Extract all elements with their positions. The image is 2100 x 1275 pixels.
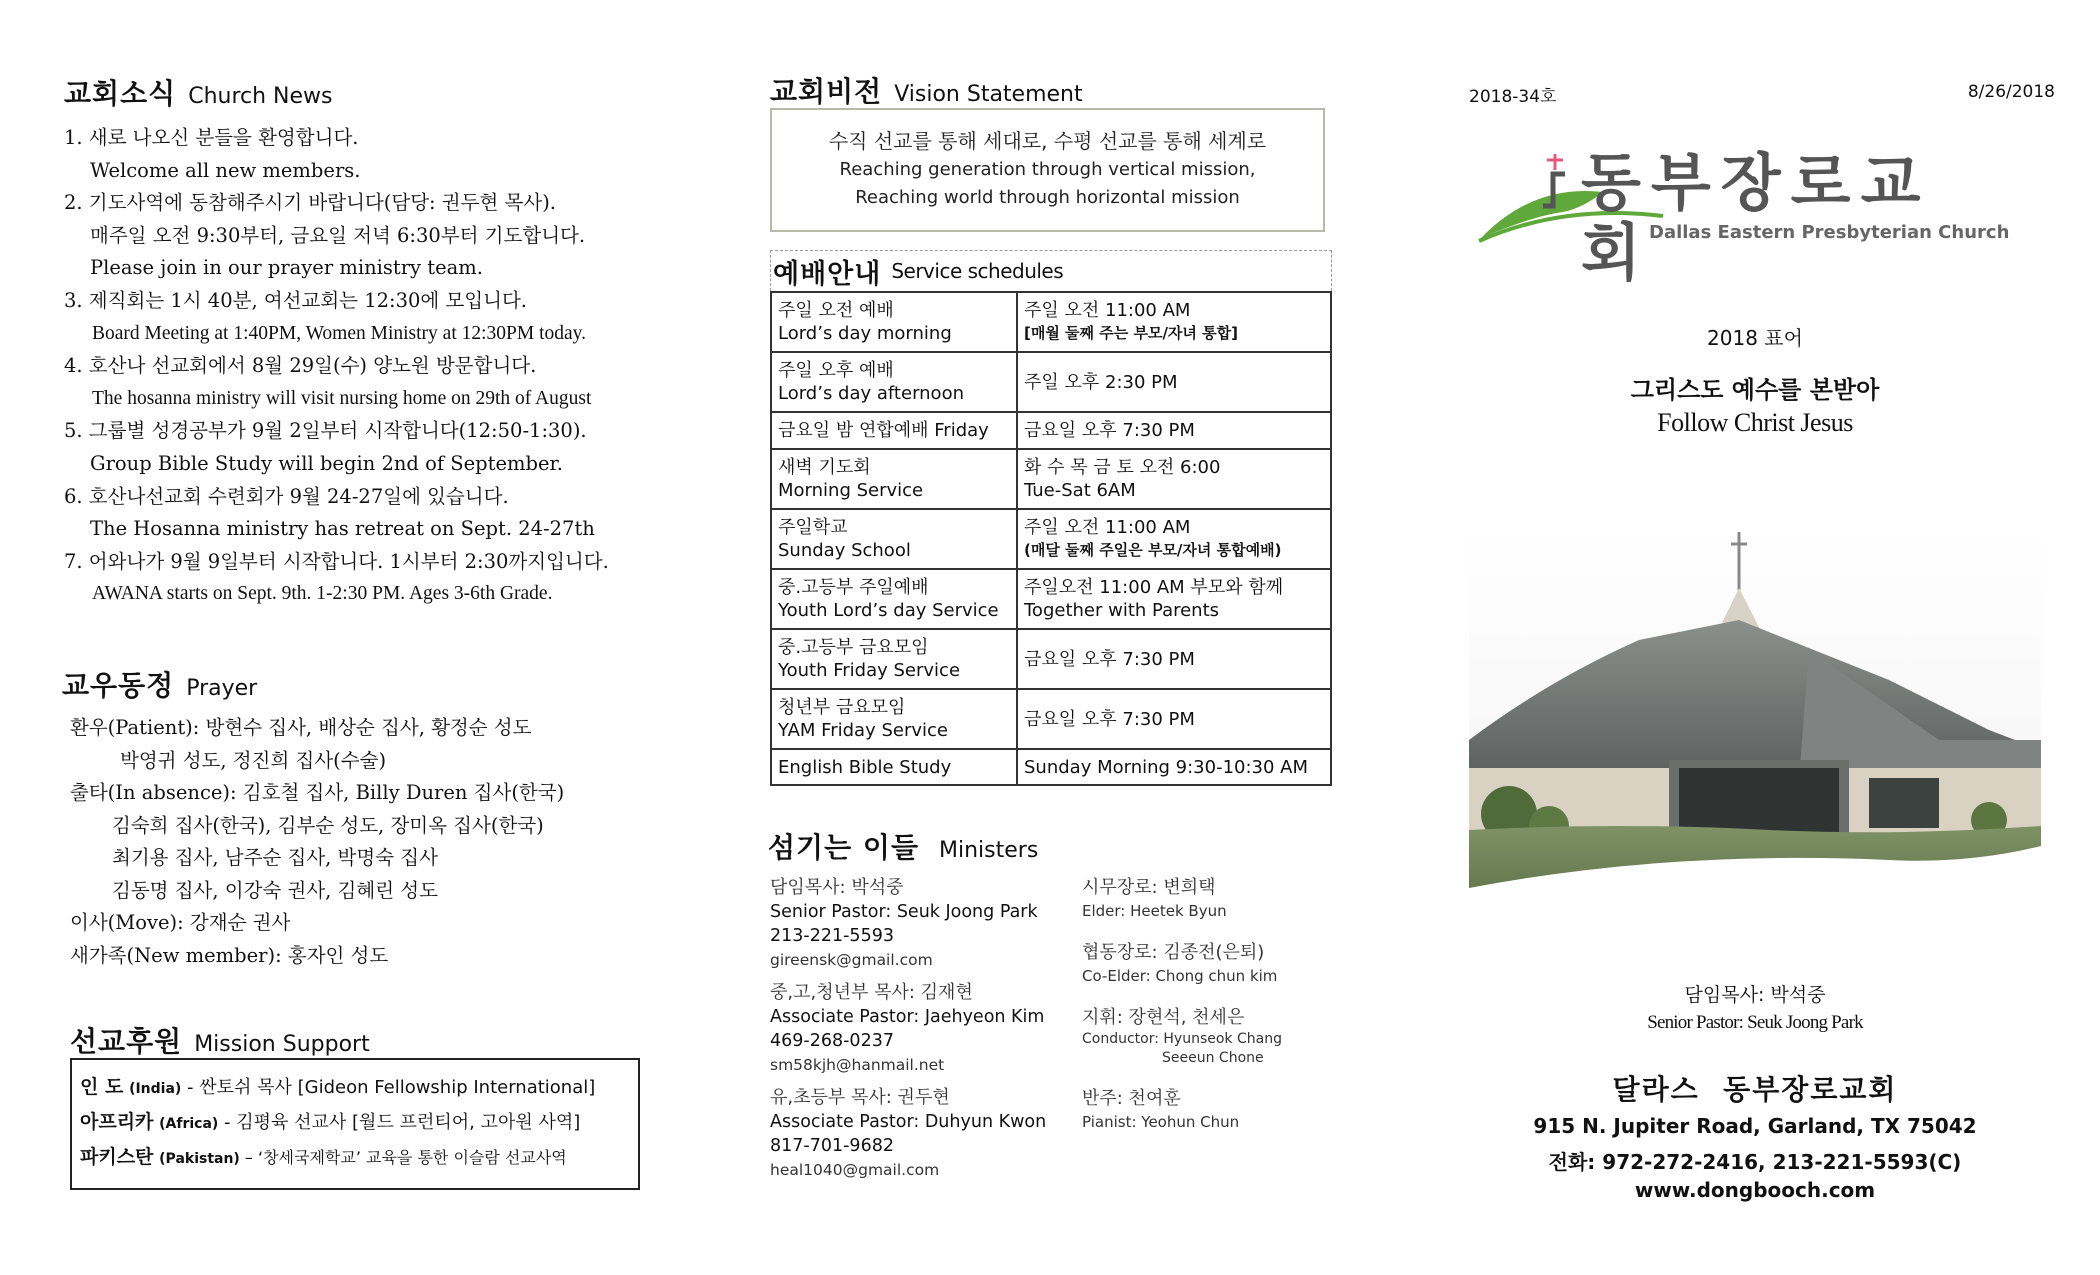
ministers-right-column: [1082, 875, 1282, 1133]
news-item: 4. 호산나 선교회에서 8월 29일(수) 양노원 방문합니다.: [64, 354, 537, 378]
prayer-item: 환우(Patient): 방현수 집사, 배상순 집사, 황정순 성도: [70, 716, 532, 739]
service-time: 주일 오전 11:00 AM: [1024, 517, 1191, 538]
church-address: 915 N. Jupiter Road, Garland, TX 75042: [1533, 1114, 1977, 1138]
service-name-ko: 주일학교: [778, 517, 848, 538]
table-row: [771, 629, 1331, 689]
table-row: [771, 509, 1331, 569]
minister-role: 유,초등부 목사: 권두현: [770, 1087, 950, 1108]
service-name-en: Youth Friday Service: [778, 660, 961, 681]
table-row: [771, 749, 1331, 785]
schedule-heading: [770, 250, 1332, 291]
service-name-ko: 주일 오전 예배: [778, 300, 894, 321]
column-cover: [1455, 0, 2055, 1275]
elder-entry: [1082, 940, 1282, 987]
section-title-ko: 예배안내: [773, 258, 882, 290]
service-name-cell: [771, 412, 1017, 449]
news-item-en: Group Bible Study will begin 2nd of September.: [90, 451, 563, 475]
news-item: 6. 호산나선교회 수련회가 9월 24-27일에 있습니다.: [64, 484, 509, 508]
issue-number: 2018-34호: [1469, 87, 1557, 107]
column-news: [60, 0, 700, 1275]
prayer-item: 출타(In absence): 김호철 집사, Billy Duren 집사(한국): [70, 781, 565, 804]
service-name-cell: [771, 749, 1017, 785]
news-item: 3. 제직회는 1시 40분, 여선교회는 12:30에 모입니다.: [64, 288, 528, 312]
prayer-item: 박영귀 성도, 정진희 집사(수술): [120, 748, 387, 772]
pianist-name-en: Pianist: Yeohun Chun: [1082, 1113, 1240, 1131]
service-time: 금요일 오후 7:30 PM: [1024, 420, 1195, 441]
bulletin-date: 8/26/2018: [1967, 82, 2055, 102]
news-item: 7. 어와나가 9월 9일부터 시작합니다. 1시부터 2:30까지입니다.: [64, 549, 609, 573]
minister-entry: [770, 980, 1046, 1077]
news-item-en: Please join in our prayer ministry team.: [90, 256, 483, 280]
section-title-en: Church News: [188, 84, 333, 109]
prayer-item: 이사(Move): 강재순 권사: [70, 911, 291, 934]
motto-en: Follow Christ Jesus: [1657, 408, 1853, 437]
section-title-ko: 교회비전: [770, 75, 883, 108]
service-time-cell: [1017, 749, 1331, 785]
church-news-heading: [64, 72, 333, 112]
service-name-ko: 중.고등부 주일예배: [778, 577, 929, 598]
service-name-ko: 청년부 금요모임: [778, 697, 906, 718]
service-name-en: YAM Friday Service: [778, 720, 948, 741]
service-time-en: Together with Parents: [1024, 600, 1220, 621]
vision-heading: [770, 70, 1083, 110]
elder-name-en: Co-Elder: Chong chun kim: [1082, 967, 1278, 985]
service-time-cell: [1017, 449, 1331, 509]
minister-entry: [770, 875, 1046, 972]
section-title-en: Mission Support: [194, 1032, 370, 1057]
church-logo: [1473, 146, 2010, 289]
news-item-en: Welcome all new members.: [90, 158, 361, 182]
pianist-entry: [1082, 1086, 1282, 1133]
motto-ko: 그리스도 예수를 본받아: [1630, 376, 1880, 404]
mission-text: - 싼토쉬 목사 [Gideon Fellowship International]: [181, 1077, 596, 1098]
mission-country: (Pakistan): [159, 1151, 240, 1167]
section-title-en: Service schedules: [891, 259, 1064, 283]
minister-name: Associate Pastor: Jaehyeon Kim: [770, 1007, 1045, 1027]
service-time: 화 수 목 금 토 오전 6:00: [1024, 457, 1221, 478]
service-name-cell: [771, 629, 1017, 689]
service-name-en: Morning Service: [778, 480, 924, 501]
conductor-name-en-2: Seeeun Chone: [1162, 1050, 1264, 1066]
service-time-cell: [1017, 509, 1331, 569]
service-time: Sunday Morning 9:30-10:30 AM: [1024, 756, 1309, 778]
motto-label: 2018 표어: [1707, 326, 1803, 350]
church-website[interactable]: www.dongbooch.com: [1634, 1178, 1876, 1202]
mission-support-box: [70, 1058, 640, 1190]
section-title-ko: 교회소식: [64, 77, 177, 110]
prayer-item: 새가족(New member): 홍자인 성도: [70, 943, 389, 967]
service-time-cell: [1017, 569, 1331, 629]
service-schedule: [770, 250, 1332, 786]
conductor-role: 지휘: 장현석, 천세은: [1082, 1007, 1245, 1028]
elder-role: 협동장로: 김종전(은퇴): [1082, 942, 1265, 963]
prayer-item: 김동명 집사, 이강숙 권사, 김혜린 성도: [112, 878, 438, 902]
service-time: 주일 오후 2:30 PM: [1024, 371, 1178, 393]
table-row: [771, 449, 1331, 509]
prayer-item: 김숙희 집사(한국), 김부순 성도, 장미옥 집사(한국): [112, 813, 544, 837]
mission-item: [80, 1105, 630, 1140]
mission-name: 아프리카: [80, 1111, 154, 1133]
church-name-en: Dallas Eastern Presbyterian Church: [1649, 222, 2010, 243]
table-row: [771, 412, 1331, 449]
service-time-en: Tue-Sat 6AM: [1024, 480, 1136, 501]
service-note: [매월 둘째 주는 부모/자녀 통합]: [1024, 324, 1238, 342]
prayer-heading: [62, 664, 257, 704]
mission-text: – ‘창세국제학교’ 교육을 통한 이슬람 선교사역: [239, 1148, 567, 1167]
news-item-en: The Hosanna ministry has retreat on Sept. 24-27th: [90, 517, 595, 541]
vision-en-line1: Reaching generation through vertical mission,: [839, 159, 1256, 180]
service-name-ko: 금요일 밤 연합예배 Friday: [778, 420, 989, 441]
service-name-en: English Bible Study: [778, 756, 952, 778]
service-name-ko: 새벽 기도회: [778, 457, 871, 478]
mission-name: 인 도: [80, 1076, 124, 1098]
minister-email[interactable]: heal1040@gmail.com: [770, 1161, 940, 1179]
ministers-left-column: [770, 875, 1046, 1182]
news-item: 1. 새로 나오신 분들을 환영합니다.: [64, 126, 359, 149]
elder-entry: [1082, 875, 1282, 922]
senior-pastor-en: Senior Pastor: Seuk Joong Park: [1647, 1012, 1863, 1033]
church-news-list: [64, 122, 704, 611]
section-title-ko: 교우동정: [62, 669, 175, 702]
minister-role: 담임목사: 박석중: [770, 877, 904, 898]
mission-country: (India): [129, 1081, 182, 1097]
service-time-cell: [1017, 412, 1331, 449]
mission-text: - 김평육 선교사 [월드 프런티어, 고아원 사역]: [218, 1112, 581, 1133]
service-time-cell: [1017, 352, 1331, 412]
table-row: [771, 292, 1331, 352]
vision-ko: 수직 선교를 통해 세대로, 수평 선교를 통해 세계로: [828, 129, 1267, 153]
church-phone: 전화: 972-272-2416, 213-221-5593(C): [1548, 1150, 1962, 1174]
minister-email[interactable]: sm58kjh@hanmail.net: [770, 1056, 945, 1074]
conductor-name-en: Conductor: Hyunseok Chang: [1082, 1031, 1282, 1047]
section-title-en: Prayer: [186, 676, 258, 701]
service-name-cell: [771, 689, 1017, 749]
minister-phone: 469-268-0237: [770, 1031, 894, 1051]
elder-name-en: Elder: Heetek Byun: [1082, 902, 1227, 920]
service-name-ko: 중.고등부 금요모임: [778, 637, 929, 658]
table-row: [771, 569, 1331, 629]
section-title-ko: 선교후원: [70, 1025, 183, 1058]
service-time: 주일 오전 11:00 AM: [1024, 300, 1191, 321]
elder-role: 시무장로: 변희택: [1082, 877, 1216, 898]
minister-role: 중,고,청년부 목사: 김재현: [770, 982, 973, 1003]
service-name-en: Youth Lord’s day Service: [778, 600, 999, 621]
schedule-table: [770, 291, 1332, 786]
section-title-en: Vision Statement: [894, 82, 1083, 107]
mission-item: [80, 1070, 630, 1105]
ministers-heading: [768, 826, 1038, 866]
news-item-detail: 매주일 오전 9:30부터, 금요일 저녁 6:30부터 기도합니다.: [90, 223, 586, 247]
service-time: 금요일 오후 7:30 PM: [1024, 648, 1195, 670]
news-item: 5. 그룹별 성경공부가 9월 2일부터 시작합니다(12:50-1:30).: [64, 419, 587, 443]
service-name-en: Sunday School: [778, 540, 911, 561]
mission-name: 파키스탄: [80, 1146, 154, 1168]
prayer-list: [70, 712, 710, 972]
service-name-cell: [771, 509, 1017, 569]
service-time-cell: [1017, 689, 1331, 749]
news-item-en: AWANA starts on Sept. 9th. 1-2:30 PM. Ages 3-6th Grade.: [92, 583, 553, 605]
service-name-cell: [771, 352, 1017, 412]
minister-phone: 213-221-5593: [770, 926, 894, 946]
news-item-en: The hosanna ministry will visit nursing home on 29th of August: [92, 387, 592, 409]
column-vision-schedule: [760, 0, 1360, 1275]
service-name-cell: [771, 569, 1017, 629]
service-name-en: Lord’s day morning: [778, 323, 952, 344]
minister-name: Associate Pastor: Duhyun Kwon: [770, 1112, 1047, 1132]
service-name-en: Lord’s day afternoon: [778, 383, 964, 404]
mission-item: [80, 1140, 630, 1175]
pianist-role: 반주: 천여훈: [1082, 1088, 1181, 1109]
section-title-ko: 섬기는 이들: [768, 831, 919, 864]
table-row: [771, 352, 1331, 412]
prayer-item: 최기용 집사, 남주순 집사, 박명숙 집사: [112, 846, 438, 869]
senior-pastor-ko: 담임목사: 박석중: [1684, 984, 1826, 1006]
minister-email[interactable]: gireensk@gmail.com: [770, 951, 933, 969]
service-name-cell: [771, 449, 1017, 509]
conductor-entry: [1082, 1005, 1282, 1068]
service-time-cell: [1017, 292, 1331, 352]
minister-phone: 817-701-9682: [770, 1136, 894, 1156]
minister-entry: [770, 1085, 1046, 1182]
mission-country: (Africa): [159, 1116, 219, 1132]
service-time: 주일오전 11:00 AM 부모와 함께: [1024, 577, 1284, 598]
service-time-cell: [1017, 629, 1331, 689]
service-name-ko: 주일 오후 예배: [778, 360, 894, 381]
mission-heading: [70, 1020, 370, 1060]
vision-statement-box: [770, 108, 1325, 232]
news-item-en: Board Meeting at 1:40PM, Women Ministry at 12:30PM today.: [92, 322, 587, 344]
news-item: 2. 기도사역에 동참해주시기 바랍니다(담당: 권두현 목사).: [64, 191, 556, 215]
table-row: [771, 689, 1331, 749]
church-building-photo: [1469, 530, 2041, 910]
church-full-name: 달라스 동부장로교회: [1612, 1073, 1898, 1106]
minister-name: Senior Pastor: Seuk Joong Park: [770, 902, 1038, 922]
church-name-ko: 동부장로교회: [1581, 146, 1931, 289]
service-note: (매달 둘째 주일은 부모/자녀 통합예배): [1024, 541, 1282, 559]
service-name-cell: [771, 292, 1017, 352]
section-title-en: Ministers: [939, 838, 1039, 863]
vision-en-line2: Reaching world through horizontal mission: [855, 187, 1240, 208]
service-time: 금요일 오후 7:30 PM: [1024, 708, 1195, 730]
